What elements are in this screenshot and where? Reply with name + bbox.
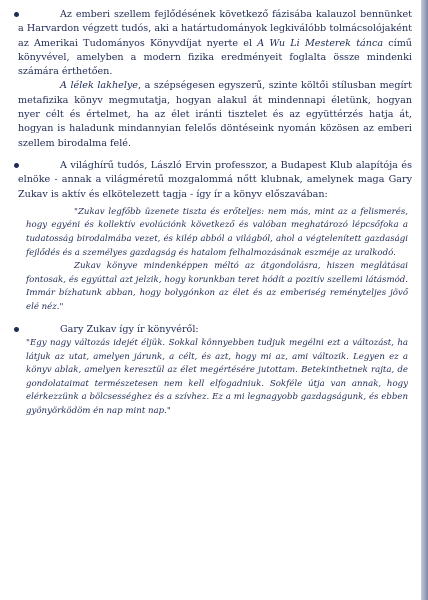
book-title-soul: A lélek lakhelye — [60, 80, 138, 92]
text-run: A világhírű tudós, László Ervin professzor, a Budapest Klub alapítója és elnöke - annak a világméretű mozgalommá nőtt klubnak, amelynek maga Gary Zukav is aktív és elkötelezett tagja - így ír a könyv előszavában: — [18, 159, 412, 200]
paragraph-zukav-intro — [18, 323, 412, 337]
section-intro — [18, 8, 412, 151]
book-title-wu-li: A Wu Li Mesterek tánca — [257, 37, 384, 49]
quote-paragraph: "Zukav legfőbb üzenete tiszta és erőteljes: nem más, mint az a felismerés, hogy egyéni és kollektív evolúciónk következő és valóban meghatározó lépcsőfoka a tudatosság birodalmába vezet, és kilép abból a világból, ahol a végtelenített gazdasági fejlődés és a személyes gazdagság és hatalom felhalmozásának eszméje az uralkodó. — [26, 206, 408, 258]
text-run: , a szépségesen egyszerű, szinte költői stílusban megírt metafizika könyv megmutatja, hogyan alakul át mindennapi életünk, hogyan nyer célt és értelmet, ha az élet iránti tisztelet és az együttérzés hatja át, hogyan is haladunk mindannyian felelős döntéseink nyomán közösen az emberi szellem birodalma felé. — [18, 80, 412, 149]
bullet-icon — [14, 163, 19, 168]
page-edge — [421, 0, 428, 600]
text-run: című könyvével, amelyben a modern fizika eredményeit foglalta össze mindenki számára érthetően. — [18, 37, 412, 78]
text-run: Az emberi szellem fejlődésének következő fázisába kalauzol bennünket a Harvardon végzett tudós, aki a határtudományok legkiválóbb tolmácsolójaként az Amerikai Tudományos Könyvdíjat nyerte el — [18, 9, 412, 49]
section-zukav — [18, 323, 412, 419]
section-laszlo-ervin — [18, 159, 412, 315]
paragraph-book-description — [18, 79, 412, 150]
bullet-icon — [14, 327, 19, 332]
quote-paragraph: "Egy nagy változás idejét éljük. Sokkal könnyebben tudjuk megélni ezt a változást, ha látjuk az utat, amelyen járunk, a célt, és azt, hogy mi az, ami változik. Legyen ez a könyv ablak, amelyen keresztül az élet megértésére jutottam. Betekinthetnek rajta, de gondolataimat természetesen nem kell elfogadniuk. Sokféle útja van annak, hogy elérkezzünk a bölcsességhez és a szívhez. Ez a mi legnagyobb gazdagságunk, és ebben gyönyörködöm én nap mint nap." — [26, 337, 408, 416]
paragraph-book-intro — [18, 8, 412, 79]
paragraph-laszlo-intro — [18, 159, 412, 202]
quote-paragraph: Zukav könyve mindenképpen méltó az átgondolásra, hiszen meglátásai fontosak, és egyúttal azt jelzik, hogy korunkban teret hódít a pozitív szellemi látásmód. Immár bízhatunk abban, hogy bolygónkon az élet és az emberiség reményteljes jövő elé néz." — [26, 261, 408, 313]
text-run: Gary Zukav így ír könyvéről: — [60, 323, 199, 335]
bullet-icon — [14, 12, 19, 17]
